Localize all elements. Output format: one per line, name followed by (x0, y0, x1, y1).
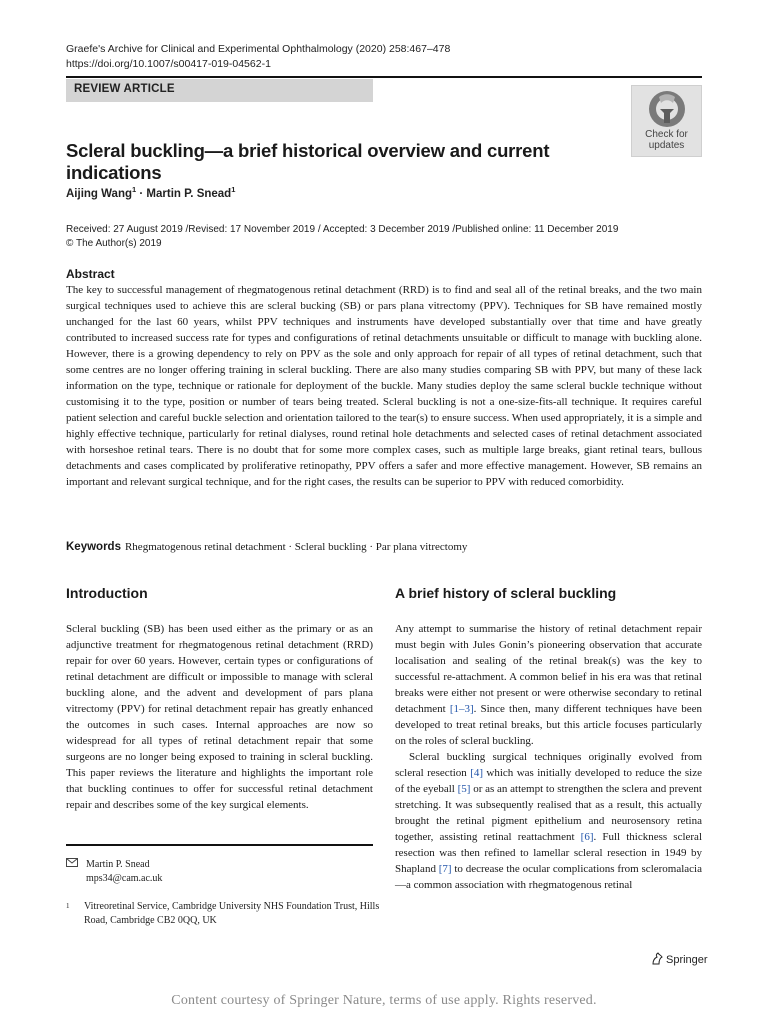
affiliation-text: Vitreoretinal Service, Cambridge University NHS Foundation Trust, Hills Road, Cambridge CB2 0QQ, UK (84, 901, 380, 926)
keywords (66, 541, 467, 553)
crossmark-label: Check for updates (645, 129, 688, 151)
keywords-list: Rhegmatogenous retinal detachment · Scleral buckling · Par plana vitrectomy (124, 541, 468, 553)
abstract-body: The key to successful management of rhegmatogenous retinal detachment (RRD) is to find and seal all of the retinal breaks, and the two main surgical techniques used to achieve this are scleral bucking (SB) or pars plana vitrectomy (PPV). Techniques for SB have remained mostly unchanged for the last 60 years, whilst PPV techniques and instruments have developed substantially over that time and have greatly contributed to increased success rate for types and configurations of retinal detachments unsuitable or difficult to manage with buckling alone. However, there is a growing dependency to rely on PPV as the sole and only approach for repair of all types of retinal detachment, such that some centres are no longer offering training in scleral buckling. There are also many studies comparing SB with PPV, but many of these lack information on the type, technique or rationale for deployment of the buckle. Many studies deploy the same scleral buckle technique without customising it to the type, position or number of tears being treated. Scleral buckling is not a one-size-fits-all technique. It requires careful patient selection and careful buckle selection and orientation tailored to the tear(s) to ensure success. When used appropriately, it is a simple and highly effective technique, particularly for retinal dialyses, round retinal hole detachments and selected cases of retinal detachment associated with horseshoe retinal tears. There is no doubt that for some more complex cases, such as multiple large breaks, giant retinal tears, bullous detachments and cases complicated by proliferative retinopathy, PPV offers a safer and more effective management. However, SB remains an important and relevant surgical technique, and for the right cases, the results can be superior to PPV with reduced comorbidity. (66, 284, 702, 488)
history-heading: A brief history of scleral buckling (395, 585, 617, 601)
citation-link[interactable]: [7] (438, 863, 452, 875)
crossmark-icon (647, 89, 687, 129)
publisher-name: Springer (666, 954, 708, 966)
author-list (66, 185, 235, 200)
author-name[interactable]: Martin P. Snead (146, 187, 232, 200)
introduction-body: Scleral buckling (SB) has been used either as the primary or as an adjunctive treatment for rhegmatogenous retinal detachment (RRD) repair for over 60 years. However, certain types or configurations of retinal detachment are difficult or impossible to manage with scleral buckling alone, and the advent and development of pars plana vitrectomy (PPV) for retinal detachment repair has greatly enhanced the outcomes in such cases. Internal approaches are now so widespread for all types of retinal detachment repair that some surgeons are no longer being exposed to training in scleral buckling. This paper reviews the literature and highlights the important role that buckling continues to offer for successful retinal detachment repair and describes some of the key surgical elements. (66, 623, 373, 811)
author-affiliation-mark: 1 (132, 185, 137, 194)
corresponding-name: Martin P. Snead (86, 859, 150, 870)
header-rule (66, 76, 702, 78)
footnote-rule (66, 844, 373, 846)
citation-link[interactable]: [4] (470, 767, 484, 779)
history-body (395, 621, 702, 893)
check-for-updates-badge[interactable] (631, 85, 702, 157)
article-type-banner (66, 79, 373, 102)
publication-dates (66, 223, 618, 250)
springer-horse-icon (650, 952, 664, 966)
doi-link[interactable]: https://doi.org/10.1007/s00417-019-04562-1 (66, 58, 271, 70)
citation-link[interactable]: [1–3] (449, 703, 474, 715)
author-affiliation-mark: 1 (231, 185, 236, 194)
corresponding-email[interactable]: mps34@cam.ac.uk (86, 872, 163, 884)
history-paragraph: Scleral buckling surgical techniques originally evolved from scleral resection [4] which was initially developed to reduce the size of the eyeball [5] or as an attempt to strengthen the sclera and prevent stretching. It was subsequently realised that as a result, this actually brought the retinal pigment epithelium and neurosensory retina together, assisting retinal reattachment [6]. Full thickness scleral resection was then refined to lamellar scleral resection in 1949 by Shapland [7] to decrease the ocular complications from scleromalacia—a common association with rhegmatogenous retinal (395, 751, 702, 891)
citation-link[interactable]: [6] (580, 831, 594, 843)
envelope-icon (66, 858, 78, 872)
author-separator: · (136, 187, 147, 200)
publisher-logo (650, 952, 708, 966)
courtesy-notice: Content courtesy of Springer Nature, terms of use apply. Rights reserved. (171, 993, 597, 1008)
article-type-label: REVIEW ARTICLE (74, 83, 175, 95)
copyright-icon: © (66, 237, 74, 249)
author-name[interactable]: Aijing Wang (66, 187, 133, 200)
copyright-line (66, 237, 618, 251)
abstract-heading: Abstract (66, 267, 115, 281)
citation-link[interactable]: [5] (457, 783, 471, 795)
date-history: Received: 27 August 2019 /Revised: 17 November 2019 / Accepted: 3 December 2019 /Published online: 11 December 2019 (66, 224, 619, 235)
keywords-label: Keywords (66, 541, 121, 553)
copyright-text: The Author(s) 2019 (75, 237, 162, 249)
article-title: Scleral buckling—a brief historical overview and current indications (66, 140, 550, 183)
affiliation-number: 1 (66, 902, 70, 910)
introduction-heading: Introduction (66, 585, 148, 601)
journal-citation: Graefe's Archive for Clinical and Experimental Ophthalmology (2020) 258:467–478 (66, 43, 451, 55)
journal-header (66, 42, 450, 72)
history-paragraph: Any attempt to summarise the history of retinal detachment repair must begin with Jules Gonin’s pioneering observation that accurate localisation and sealing of the retinal break(s) was the key to successful re-attachment. A common belief in his era was that retinal breaks were either not present or were otherwise secondary to retinal detachment [1–3]. Since then, many different techniques have been developed to treat retinal breaks, but this article focuses particularly on the roles of scleral buckling. (395, 623, 702, 747)
